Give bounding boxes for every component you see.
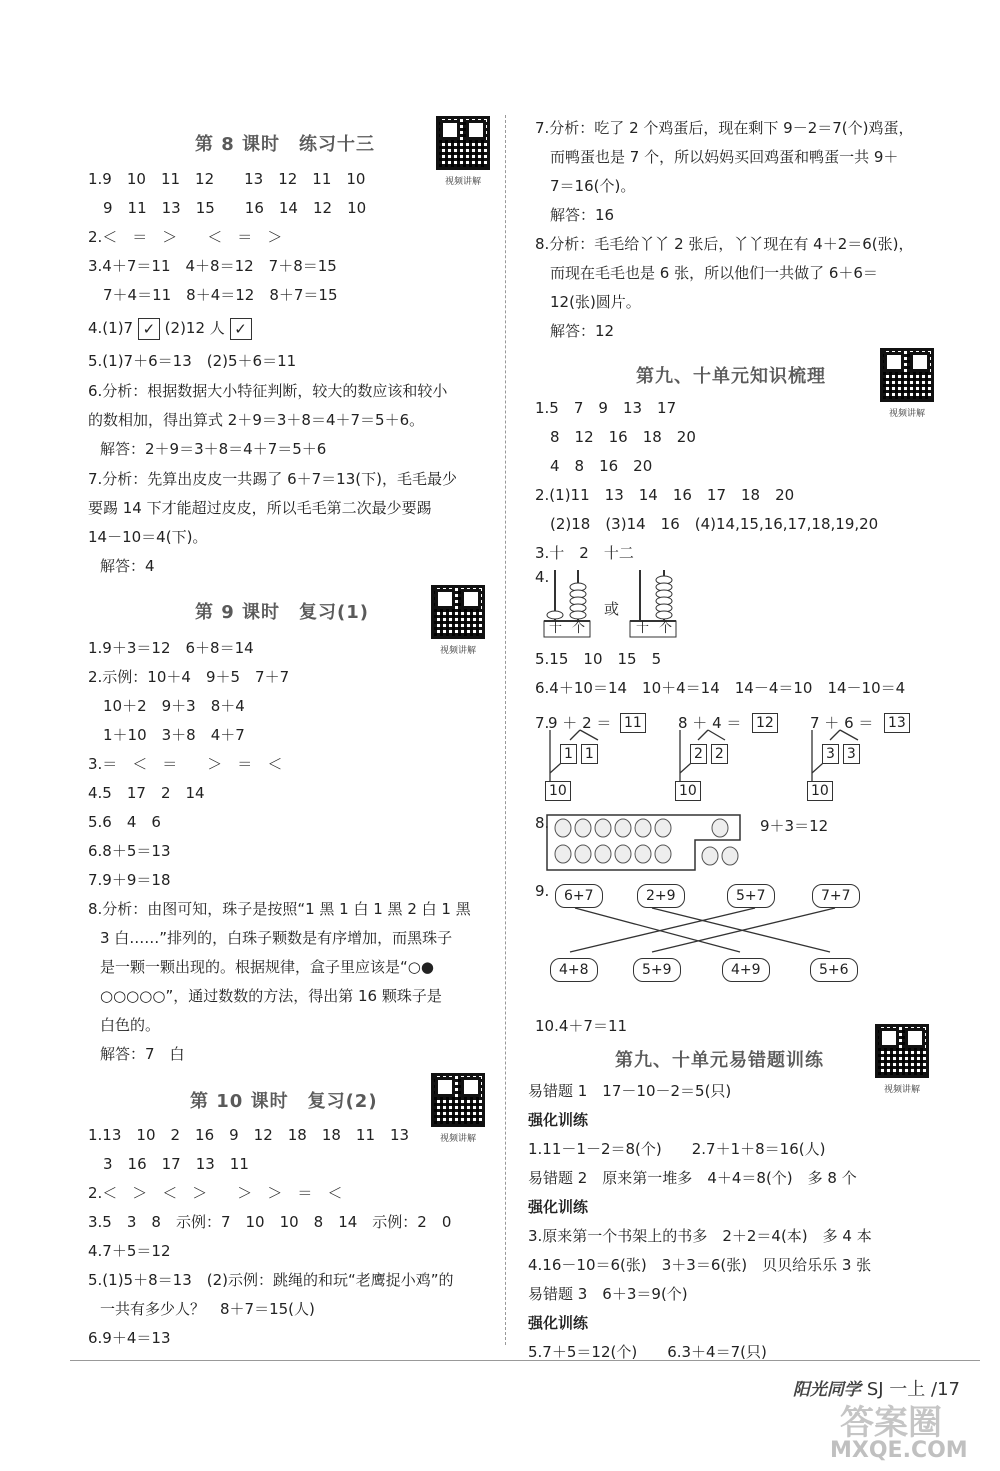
answer-line: 5.6 4 6 [88,813,161,831]
section-title-lesson10: 第 10 课时 复习(2) [190,1091,378,1112]
answer-line: 8.分析：毛毛给丫丫 2 张后，丫丫现在有 4＋2＝6(张)， [535,235,914,253]
make-ten-expr: 7 ＋ 6 ＝ [810,714,874,732]
abacus-tens-label: 十 [636,621,650,636]
answer-line: 7＋4＝11 8＋4＝12 8＋7＝15 [88,286,338,304]
make-ten-answer [752,711,778,733]
answer-line: 3.原来第一个书架上的书多 2＋2＝4(本) 多 4 本 [528,1227,872,1245]
answer-line: 易错题 3 6＋3＝9(个) [528,1285,688,1303]
match-bottom [633,958,681,982]
answer-line: 6.8＋5＝13 [88,842,171,860]
answer-line: 1.9 10 11 12 13 12 11 10 [88,170,366,188]
match-oval: 7+7 [812,884,860,908]
qr-label: 视频讲解 [439,1134,476,1144]
answer-line: 1.13 10 2 16 9 12 18 18 11 13 [88,1126,410,1144]
match-oval: 4+8 [550,958,598,982]
answer-line: 4.7＋5＝12 [88,1242,171,1260]
qr-label: 视频讲解 [883,1085,920,1095]
answer-line: 强化训练 [528,1314,589,1332]
answer-line: 10.4＋7＝11 [535,1017,628,1035]
answer-line: 10＋2 9＋3 8＋4 [88,697,245,715]
answer-line: 解答：12 [550,322,615,340]
answer-line: 12(张)圆片。 [550,293,641,311]
match-top [727,884,775,908]
qr-label: 视频讲解 [444,177,481,187]
ten-box [807,779,833,801]
section-title-lesson8: 第 8 课时 练习十三 [195,134,376,155]
split-box-a: 3 [822,744,839,764]
match-oval: 4+9 [722,958,770,982]
q9-label: 9. [535,882,550,900]
answer-line: 7＝16(个)。 [550,177,636,195]
split-box-b: 2 [711,744,728,764]
answer-line: 14－10＝4(下)。 [88,528,208,546]
answer-line: 易错题 1 17－10－2＝5(只) [528,1082,732,1100]
answer-line: 3 白……”排列的，白珠子颗数是有序增加，而黑珠子 [100,929,453,947]
watermark-site: MXQE.COM [830,1438,968,1463]
ten-box [545,779,571,801]
answer-line: 5.15 10 15 5 [535,650,662,668]
answer-line: 强化训练 [528,1111,589,1129]
answer-line: 要踢 14 下才能超过皮皮，所以毛毛第二次最少要踢 [88,499,432,517]
match-oval: 5+6 [810,958,858,982]
q7-label: 7. [535,714,550,732]
answer-line: 而现在毛毛也是 6 张，所以他们一共做了 6＋6＝ [550,264,878,282]
answer-line: 1.11－1－2＝8(个) 2.7＋1＋8＝16(人) [528,1140,826,1158]
answer-line: 3.十 2 十二 [535,544,634,562]
make-ten-answer [620,711,646,733]
split-box [690,742,728,764]
page-number: SJ 一上 /17 [866,1379,960,1400]
answer-line: 2.(1)11 13 14 16 17 18 20 [535,486,795,504]
answer-line: 3.4＋7＝11 4＋8＝12 7＋8＝15 [88,257,337,275]
ten-box-value: 10 [545,781,571,801]
match-oval: 5+7 [727,884,775,908]
qr-code-icon[interactable] [431,585,485,639]
answer-line: 4.5 17 2 14 [88,784,205,802]
ten-box [675,779,701,801]
q4-part2: (2)12 人 [164,319,225,337]
answer-line: 是一颗一颗出现的。根据规律，盒子里应该是“○● [100,958,434,976]
answer-line: 3.5 3 8 示例：7 10 10 8 14 示例：2 0 [88,1213,452,1231]
answer-line: 9 11 13 15 16 14 12 10 [88,199,367,217]
answer-line: 易错题 2 原来第一堆多 4＋4＝8(个) 多 8 个 [528,1169,857,1187]
match-top [637,884,685,908]
q8-equation: 9＋3＝12 [760,817,829,835]
answer-line: 解答：4 [100,557,155,575]
answer-line: 2.＜ ＝ ＞ ＜ ＝ ＞ [88,228,283,246]
qr-label: 视频讲解 [439,646,476,656]
match-bottom [722,958,770,982]
match-bottom [810,958,858,982]
watermark-logo: 答案圈 [840,1403,942,1443]
answer-line: 一共有多少人？ 8＋7＝15(人) [100,1300,315,1318]
answer-line: (2)18 (3)14 16 (4)14,15,16,17,18,19,20 [535,515,879,533]
column-divider [505,115,506,1345]
qr-code-icon[interactable] [436,116,490,170]
pears-grouping-figure [545,812,745,874]
match-top [812,884,860,908]
qr-code-icon[interactable] [431,1073,485,1127]
make-ten-answer [884,711,910,733]
section-title-lesson9: 第 9 课时 复习(1) [195,602,370,623]
split-box-a: 2 [690,744,707,764]
abacus-figure [540,565,700,640]
answer-line: 解答：7 白 [100,1045,185,1063]
ten-box-value: 10 [675,781,701,801]
check-icon: ✓ [230,318,252,340]
answer-line: 白色的。 [100,1016,161,1034]
split-box-b: 3 [843,744,860,764]
q4-part1: 4.(1)7 [88,319,134,337]
check-icon: ✓ [138,318,160,340]
abacus-or-label: 或 [604,600,620,618]
match-oval: 6+7 [555,884,603,908]
answer-box: 11 [620,713,646,733]
answer-line: 5.7＋5＝12(个) 6.3＋4＝7(只) [528,1343,767,1361]
qr-label: 视频讲解 [888,409,925,419]
answer-line: 7.分析：先算出皮皮一共踢了 6＋7＝13(下)，毛毛最少 [88,470,457,488]
answer-line: 解答：16 [550,206,615,224]
answer-line: 1＋10 3＋8 4＋7 [88,726,245,744]
section-title-error-training: 第九、十单元易错题训练 [615,1050,824,1071]
abacus-ones-label: 个 [572,621,586,636]
answer-line: 4.16－10＝6(张) 3＋3＝6(张) 贝贝给乐乐 3 张 [528,1256,872,1274]
answer-line: 的数相加，得出算式 2＋9＝3＋8＝4＋7＝5＋6。 [88,411,425,429]
answer-line: 7.分析：吃了 2 个鸡蛋后，现在剩下 9－2＝7(个)鸡蛋， [535,119,914,137]
split-box-b: 1 [581,744,598,764]
match-oval: 5+9 [633,958,681,982]
abacus-tens-label: 十 [549,621,563,636]
split-box [560,742,598,764]
split-box [822,742,860,764]
answer-line: 3.＝ ＜ ＝ ＞ ＝ ＜ [88,755,283,773]
answer-line: 4 8 16 20 [535,457,653,475]
answer-line: 解答：2＋9＝3＋8＝4＋7＝5＋6 [100,440,327,458]
answer-line: 7.9＋9＝18 [88,871,171,889]
split-box-a: 1 [560,744,577,764]
brand-logo: 阳光同学 [792,1380,861,1400]
answer-box: 12 [752,713,778,733]
answer-line: 5.(1)5＋8＝13 (2)示例：跳绳的和玩“老鹰捉小鸡”的 [88,1271,454,1289]
answer-line: 6.分析：根据数据大小特征判断，较大的数应该和较小 [88,382,448,400]
make-ten-expr: 8 ＋ 4 ＝ [678,714,742,732]
make-ten-expr: 9 ＋ 2 ＝ [548,714,612,732]
answer-line: 而鸭蛋也是 7 个，所以妈妈买回鸡蛋和鸭蛋一共 9＋ [550,148,899,166]
q8-label: 8. [535,814,550,832]
q4-label: 4. [535,568,550,586]
answer-line: 强化训练 [528,1198,589,1216]
section-title-unit-review: 第九、十单元知识梳理 [636,366,826,387]
answer-box: 13 [884,713,910,733]
answer-line: 8.分析：由图可知，珠子是按照“1 黑 1 白 1 黑 2 白 1 黑 [88,900,471,918]
answer-line: ○○○○○”，通过数数的方法，得出第 16 颗珠子是 [100,987,442,1005]
ten-box-value: 10 [807,781,833,801]
match-oval: 2+9 [637,884,685,908]
match-top [555,884,603,908]
qr-code-icon[interactable] [875,1024,929,1078]
answer-line: 5.(1)7＋6＝13 (2)5＋6＝11 [88,352,297,370]
abacus-ones-label: 个 [659,621,673,636]
answer-line: 3 16 17 13 11 [88,1155,249,1173]
footer-rule [70,1360,980,1361]
answer-line: 8 12 16 18 20 [535,428,696,446]
answer-line: 6.4＋10＝14 10＋4＝14 14－4＝10 14－10＝4 [535,679,906,697]
answer-line: 1.5 7 9 13 17 [535,399,677,417]
answer-line: 1.9＋3＝12 6＋8＝14 [88,639,254,657]
match-bottom [550,958,598,982]
answer-line-q4 [88,317,252,340]
answer-line: 6.9＋4＝13 [88,1329,171,1347]
answer-line: 2.＜ ＞ ＜ ＞ ＞ ＞ ＝ ＜ [88,1184,343,1202]
qr-code-icon[interactable] [880,348,934,402]
answer-line: 2.示例：10＋4 9＋5 7＋7 [88,668,290,686]
make-ten-lines [540,725,960,805]
